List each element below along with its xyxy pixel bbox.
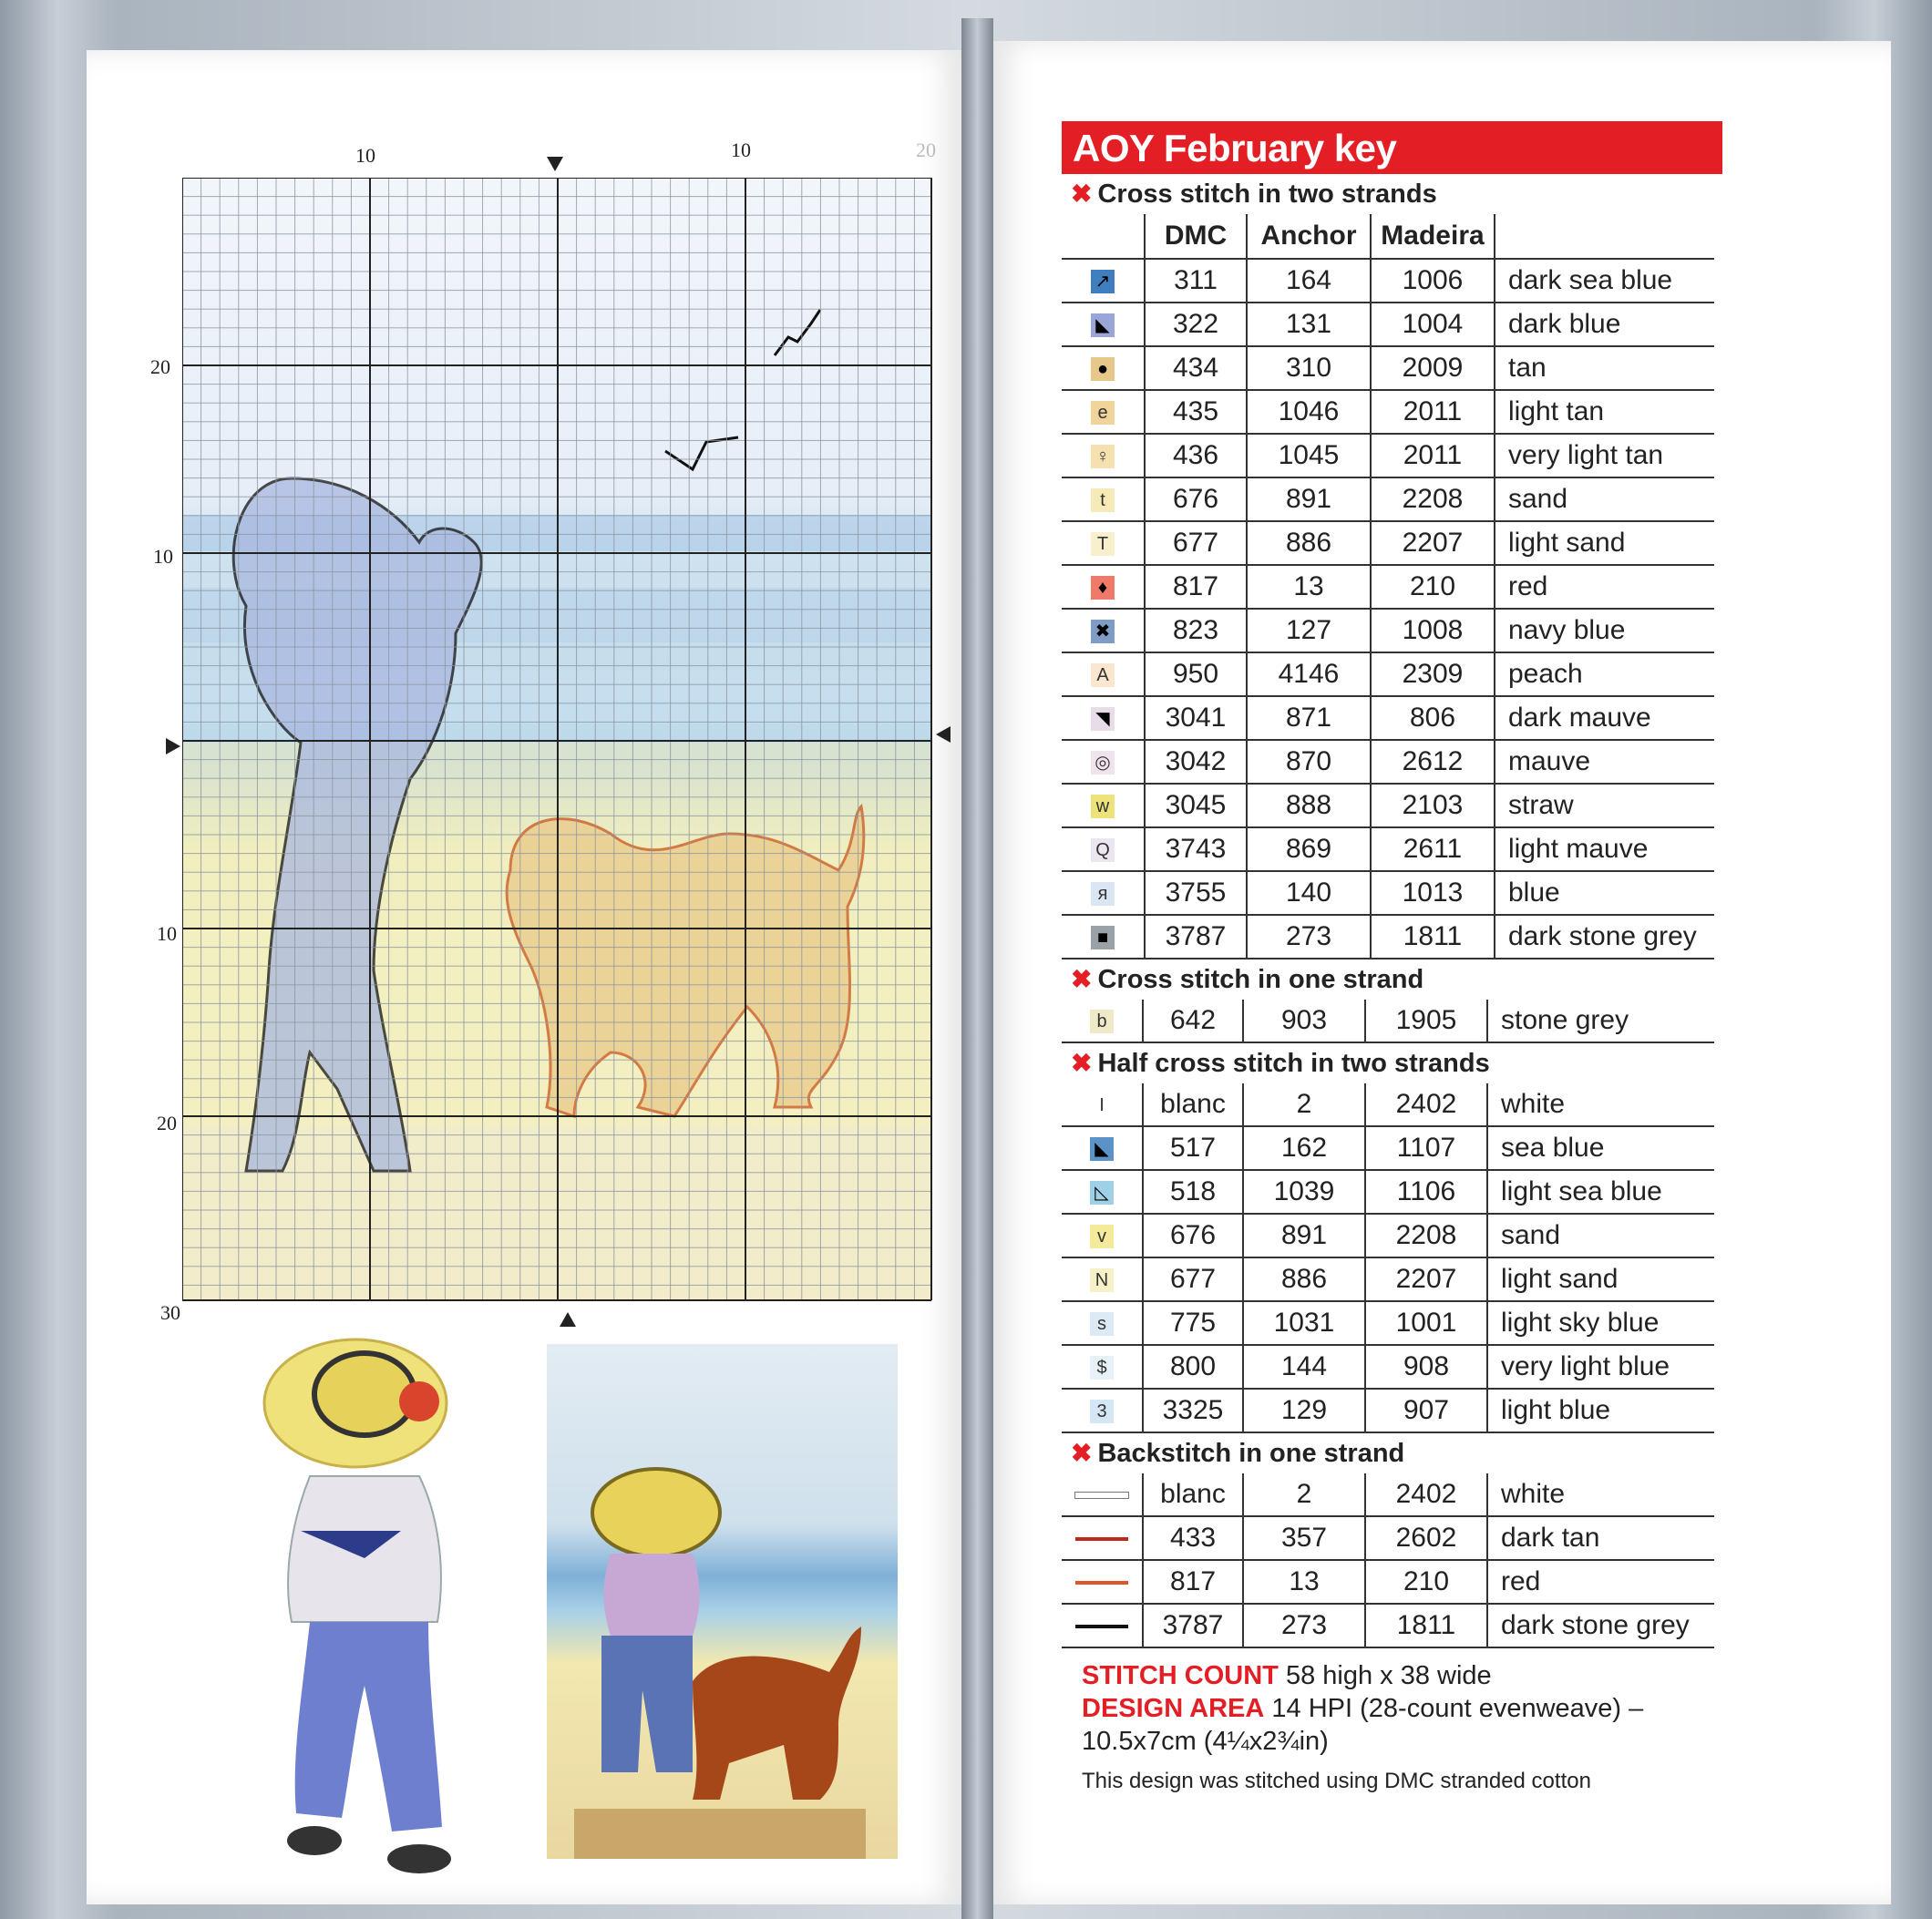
color-name: stone grey bbox=[1487, 1000, 1714, 1042]
key-row bbox=[1062, 346, 1714, 390]
color-name: blue bbox=[1495, 871, 1714, 915]
color-name: light tan bbox=[1495, 390, 1714, 434]
color-name: very light tan bbox=[1495, 434, 1714, 477]
symbol-swatch: ◎ bbox=[1062, 740, 1145, 784]
cross-icon: ✖ bbox=[1071, 965, 1093, 993]
color-name: mauve bbox=[1495, 740, 1714, 784]
madeira-code: 2208 bbox=[1371, 477, 1495, 521]
anchor-code: 870 bbox=[1247, 740, 1371, 784]
anchor-code: 164 bbox=[1247, 259, 1371, 303]
madeira-code: 2011 bbox=[1371, 434, 1495, 477]
key-row bbox=[1062, 521, 1714, 565]
color-name: red bbox=[1487, 1560, 1714, 1604]
madeira-code: 2309 bbox=[1371, 652, 1495, 696]
key-row bbox=[1062, 1170, 1714, 1214]
symbol-swatch: ■ bbox=[1062, 915, 1145, 959]
madeira-code: 210 bbox=[1371, 565, 1495, 609]
key-row bbox=[1062, 784, 1714, 827]
symbol-swatch: ↗ bbox=[1062, 259, 1145, 303]
axis-left-label: 30 bbox=[160, 1301, 180, 1324]
dmc-code: 775 bbox=[1143, 1301, 1243, 1345]
color-name: dark mauve bbox=[1495, 696, 1714, 740]
dmc-code: 950 bbox=[1145, 652, 1247, 696]
key-row bbox=[1062, 565, 1714, 609]
center-marker-bottom bbox=[560, 1312, 576, 1327]
color-name: dark stone grey bbox=[1495, 915, 1714, 959]
backstitch-swatch bbox=[1062, 1473, 1143, 1516]
axis-top-label: 10 bbox=[731, 139, 751, 161]
dmc-code: 800 bbox=[1143, 1345, 1243, 1389]
anchor-code: 2 bbox=[1243, 1473, 1365, 1516]
dmc-code: 677 bbox=[1143, 1257, 1243, 1301]
dmc-code: 434 bbox=[1145, 346, 1247, 390]
symbol-swatch: T bbox=[1062, 521, 1145, 565]
madeira-code: 2207 bbox=[1371, 521, 1495, 565]
key-row bbox=[1062, 1301, 1714, 1345]
anchor-code: 2 bbox=[1243, 1083, 1365, 1126]
dmc-code: 3787 bbox=[1145, 915, 1247, 959]
axis-top-label: 10 bbox=[355, 144, 375, 167]
key-table-backstitch bbox=[1062, 1473, 1714, 1648]
design-note: This design was stitched using DMC stranded cotton bbox=[1082, 1769, 1591, 1793]
dmc-code: 642 bbox=[1143, 1000, 1243, 1042]
madeira-code: 1013 bbox=[1371, 871, 1495, 915]
key-row bbox=[1062, 740, 1714, 784]
symbol-swatch: я bbox=[1062, 871, 1145, 915]
dmc-code: 433 bbox=[1143, 1516, 1243, 1560]
color-name: dark sea blue bbox=[1495, 259, 1714, 303]
section-title: ✖ Half cross stitch in two strands bbox=[1071, 1049, 1490, 1078]
madeira-code: 1106 bbox=[1365, 1170, 1487, 1214]
key-row bbox=[1062, 303, 1714, 346]
dmc-code: 3045 bbox=[1145, 784, 1247, 827]
anchor-code: 903 bbox=[1243, 1000, 1365, 1042]
color-name: tan bbox=[1495, 346, 1714, 390]
color-name: light sea blue bbox=[1487, 1170, 1714, 1214]
color-name: sea blue bbox=[1487, 1126, 1714, 1170]
key-row bbox=[1062, 1214, 1714, 1257]
anchor-code: 891 bbox=[1243, 1214, 1365, 1257]
cross-icon: ✖ bbox=[1071, 1439, 1093, 1467]
dmc-code: 3755 bbox=[1145, 871, 1247, 915]
anchor-code: 888 bbox=[1247, 784, 1371, 827]
boy-illustration bbox=[255, 1321, 474, 1886]
backstitch-swatch bbox=[1062, 1560, 1143, 1604]
color-name: light sky blue bbox=[1487, 1301, 1714, 1345]
axis-left-label: 20 bbox=[150, 355, 170, 378]
madeira-code: 1006 bbox=[1371, 259, 1495, 303]
key-row bbox=[1062, 652, 1714, 696]
madeira-code: 1811 bbox=[1371, 915, 1495, 959]
key-row bbox=[1062, 1604, 1714, 1647]
axis-top-label: 20 bbox=[916, 139, 936, 161]
anchor-code: 869 bbox=[1247, 827, 1371, 871]
key-row bbox=[1062, 477, 1714, 521]
cross-stitch-chart bbox=[182, 178, 939, 1308]
madeira-code: 908 bbox=[1365, 1345, 1487, 1389]
key-row bbox=[1062, 390, 1714, 434]
dmc-code: 817 bbox=[1145, 565, 1247, 609]
key-row bbox=[1062, 1560, 1714, 1604]
color-name: peach bbox=[1495, 652, 1714, 696]
section-title: ✖ Backstitch in one strand bbox=[1071, 1439, 1405, 1468]
symbol-swatch: v bbox=[1062, 1214, 1143, 1257]
color-name: sand bbox=[1495, 477, 1714, 521]
madeira-code: 1811 bbox=[1365, 1604, 1487, 1647]
key-table-half-cross bbox=[1062, 1083, 1714, 1433]
symbol-swatch: 3 bbox=[1062, 1389, 1143, 1432]
symbol-swatch: s bbox=[1062, 1301, 1143, 1345]
symbol-swatch: e bbox=[1062, 390, 1145, 434]
symbol-swatch: A bbox=[1062, 652, 1145, 696]
madeira-code: 2011 bbox=[1371, 390, 1495, 434]
dmc-code: 3743 bbox=[1145, 827, 1247, 871]
key-row bbox=[1062, 915, 1714, 959]
design-area-size: 10.5x7cm (4¼x2¾in) bbox=[1082, 1727, 1329, 1756]
color-name: dark tan bbox=[1487, 1516, 1714, 1560]
symbol-swatch: ♦ bbox=[1062, 565, 1145, 609]
stitched-photo bbox=[547, 1344, 898, 1859]
anchor-code: 13 bbox=[1247, 565, 1371, 609]
header-anchor: Anchor bbox=[1247, 214, 1371, 259]
dmc-code: 3042 bbox=[1145, 740, 1247, 784]
dmc-code: 322 bbox=[1145, 303, 1247, 346]
color-name: light mauve bbox=[1495, 827, 1714, 871]
anchor-code: 13 bbox=[1243, 1560, 1365, 1604]
madeira-code: 1008 bbox=[1371, 609, 1495, 652]
madeira-code: 2602 bbox=[1365, 1516, 1487, 1560]
symbol-swatch: I bbox=[1062, 1083, 1143, 1126]
axis-left-label: 20 bbox=[157, 1112, 177, 1134]
anchor-code: 1031 bbox=[1243, 1301, 1365, 1345]
chart-key bbox=[1062, 121, 1722, 1794]
dmc-code: 517 bbox=[1143, 1126, 1243, 1170]
symbol-swatch: b bbox=[1062, 1000, 1143, 1042]
section-title: ✖ Cross stitch in one strand bbox=[1071, 965, 1424, 994]
symbol-swatch: ● bbox=[1062, 346, 1145, 390]
key-row bbox=[1062, 609, 1714, 652]
key-row bbox=[1062, 1083, 1714, 1126]
madeira-code: 1107 bbox=[1365, 1126, 1487, 1170]
axis-left-label: 10 bbox=[157, 922, 177, 945]
color-name: very light blue bbox=[1487, 1345, 1714, 1389]
symbol-swatch: ✖ bbox=[1062, 609, 1145, 652]
dmc-code: 817 bbox=[1143, 1560, 1243, 1604]
madeira-code: 1001 bbox=[1365, 1301, 1487, 1345]
madeira-code: 2208 bbox=[1365, 1214, 1487, 1257]
dmc-code: 3787 bbox=[1143, 1604, 1243, 1647]
key-row bbox=[1062, 1345, 1714, 1389]
color-name: dark blue bbox=[1495, 303, 1714, 346]
dmc-code: 436 bbox=[1145, 434, 1247, 477]
book-spine bbox=[961, 18, 993, 1919]
color-name: red bbox=[1495, 565, 1714, 609]
madeira-code: 2009 bbox=[1371, 346, 1495, 390]
madeira-code: 2402 bbox=[1365, 1473, 1487, 1516]
symbol-swatch: ◥ bbox=[1062, 696, 1145, 740]
color-name: white bbox=[1487, 1473, 1714, 1516]
stitch-count: STITCH COUNT 58 high x 38 wide bbox=[1082, 1661, 1492, 1690]
dmc-code: 3325 bbox=[1143, 1389, 1243, 1432]
header-madeira: Madeira bbox=[1371, 214, 1495, 259]
symbol-swatch: ◣ bbox=[1062, 303, 1145, 346]
madeira-code: 2103 bbox=[1371, 784, 1495, 827]
color-name: light sand bbox=[1495, 521, 1714, 565]
dmc-code: 823 bbox=[1145, 609, 1247, 652]
anchor-code: 162 bbox=[1243, 1126, 1365, 1170]
madeira-code: 2611 bbox=[1371, 827, 1495, 871]
anchor-code: 1046 bbox=[1247, 390, 1371, 434]
anchor-code: 871 bbox=[1247, 696, 1371, 740]
design-area: DESIGN AREA 14 HPI (28-count evenweave) – bbox=[1082, 1694, 1644, 1723]
key-table-cross-two bbox=[1062, 214, 1714, 960]
color-name: white bbox=[1487, 1083, 1714, 1126]
anchor-code: 357 bbox=[1243, 1516, 1365, 1560]
key-row bbox=[1062, 1000, 1714, 1042]
key-row bbox=[1062, 434, 1714, 477]
symbol-swatch: t bbox=[1062, 477, 1145, 521]
anchor-code: 886 bbox=[1243, 1257, 1365, 1301]
anchor-code: 310 bbox=[1247, 346, 1371, 390]
dmc-code: 435 bbox=[1145, 390, 1247, 434]
dmc-code: blanc bbox=[1143, 1083, 1243, 1126]
dmc-code: blanc bbox=[1143, 1473, 1243, 1516]
backstitch-swatch bbox=[1062, 1516, 1143, 1560]
header-dmc: DMC bbox=[1145, 214, 1247, 259]
color-name: navy blue bbox=[1495, 609, 1714, 652]
key-table-cross-one bbox=[1062, 1000, 1714, 1043]
key-row bbox=[1062, 1473, 1714, 1516]
madeira-code: 907 bbox=[1365, 1389, 1487, 1432]
madeira-code: 2612 bbox=[1371, 740, 1495, 784]
symbol-swatch: ◣ bbox=[1062, 1126, 1143, 1170]
madeira-code: 2402 bbox=[1365, 1083, 1487, 1126]
key-row bbox=[1062, 1257, 1714, 1301]
anchor-code: 891 bbox=[1247, 477, 1371, 521]
symbol-swatch: ◺ bbox=[1062, 1170, 1143, 1214]
color-name: dark stone grey bbox=[1487, 1604, 1714, 1647]
anchor-code: 273 bbox=[1247, 915, 1371, 959]
center-marker-top bbox=[547, 157, 563, 171]
backstitch-swatch bbox=[1062, 1604, 1143, 1647]
symbol-swatch: w bbox=[1062, 784, 1145, 827]
dmc-code: 677 bbox=[1145, 521, 1247, 565]
axis-left-label: 10 bbox=[153, 545, 173, 568]
color-name: light blue bbox=[1487, 1389, 1714, 1432]
key-row bbox=[1062, 871, 1714, 915]
madeira-code: 210 bbox=[1365, 1560, 1487, 1604]
cross-icon: ✖ bbox=[1071, 1049, 1093, 1077]
anchor-code: 127 bbox=[1247, 609, 1371, 652]
anchor-code: 4146 bbox=[1247, 652, 1371, 696]
dmc-code: 676 bbox=[1143, 1214, 1243, 1257]
key-row bbox=[1062, 696, 1714, 740]
key-row bbox=[1062, 1126, 1714, 1170]
center-marker-left bbox=[166, 738, 180, 754]
anchor-code: 1039 bbox=[1243, 1170, 1365, 1214]
anchor-code: 886 bbox=[1247, 521, 1371, 565]
color-name: sand bbox=[1487, 1214, 1714, 1257]
key-row bbox=[1062, 1389, 1714, 1432]
dmc-code: 3041 bbox=[1145, 696, 1247, 740]
color-name: straw bbox=[1495, 784, 1714, 827]
madeira-code: 1004 bbox=[1371, 303, 1495, 346]
anchor-code: 273 bbox=[1243, 1604, 1365, 1647]
symbol-swatch: Q bbox=[1062, 827, 1145, 871]
anchor-code: 1045 bbox=[1247, 434, 1371, 477]
color-name: light sand bbox=[1487, 1257, 1714, 1301]
key-title: AOY February key bbox=[1062, 121, 1722, 174]
symbol-swatch: $ bbox=[1062, 1345, 1143, 1389]
symbol-swatch: N bbox=[1062, 1257, 1143, 1301]
section-title: ✖ Cross stitch in two strands bbox=[1071, 180, 1437, 209]
cross-icon: ✖ bbox=[1071, 180, 1093, 208]
dmc-code: 676 bbox=[1145, 477, 1247, 521]
anchor-code: 140 bbox=[1247, 871, 1371, 915]
madeira-code: 2207 bbox=[1365, 1257, 1487, 1301]
symbol-swatch: ♀ bbox=[1062, 434, 1145, 477]
dmc-code: 518 bbox=[1143, 1170, 1243, 1214]
dmc-code: 311 bbox=[1145, 259, 1247, 303]
madeira-code: 806 bbox=[1371, 696, 1495, 740]
anchor-code: 144 bbox=[1243, 1345, 1365, 1389]
anchor-code: 129 bbox=[1243, 1389, 1365, 1432]
key-row bbox=[1062, 259, 1714, 303]
key-row bbox=[1062, 1516, 1714, 1560]
madeira-code: 1905 bbox=[1365, 1000, 1487, 1042]
key-row bbox=[1062, 827, 1714, 871]
anchor-code: 131 bbox=[1247, 303, 1371, 346]
